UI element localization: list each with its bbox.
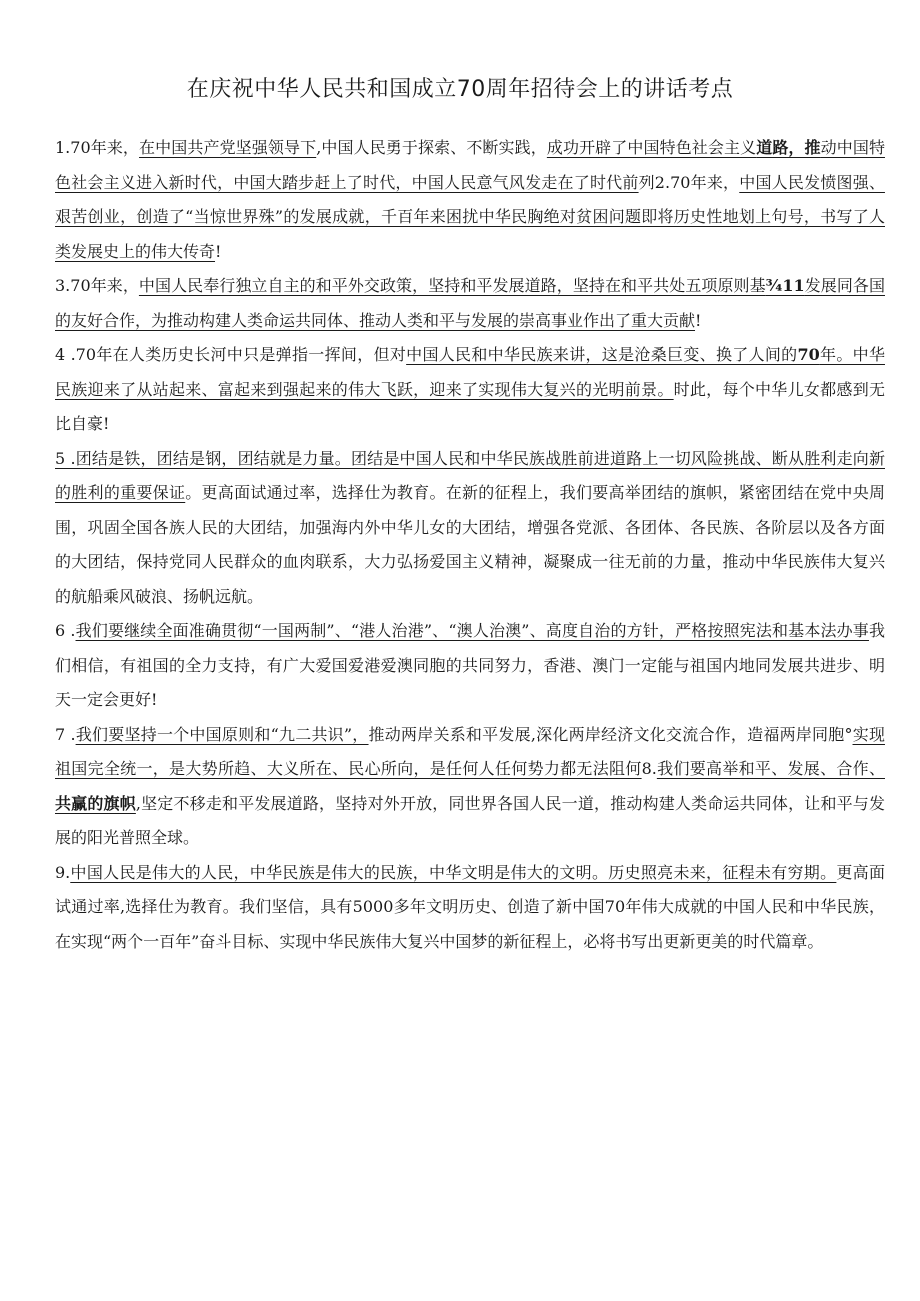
paragraph-1-2	[55, 131, 885, 269]
text-run: ,坚定不移走和平发展道路，坚持对外开放，同世界各国人民一道，推动构建人类命运共同体，让和平与发展的阳光普照全球。	[55, 793, 885, 847]
text-run: 9.	[55, 862, 71, 882]
underlined-text: 在中国共产党坚强领导下	[139, 138, 317, 157]
text-run: 2.70年来，	[654, 172, 740, 192]
text-run: 列	[638, 172, 655, 192]
text-run: 4 .70年在人类历史长河中只是弹指一挥间，但对	[55, 345, 407, 364]
underlined-text: 我们要高举和平、发展、合作、	[656, 759, 885, 778]
text-run: !	[695, 310, 702, 330]
underlined-text: 发展同各国的友好合作，为推动构建人类命运共同体、推动人类和平与发展的崇高事业作出了重大贡献	[55, 276, 885, 330]
text-run: 3.70年来，	[55, 276, 139, 295]
text-run: 6 .	[55, 621, 76, 640]
document-body	[55, 131, 885, 959]
text-run: 我们相信，有祖国的全力支持，有广大爱国爱港爱澳同胞的共同努力，香港、澳门一定能与祖国内地同发展共进步、明天一定会更好!	[55, 621, 885, 709]
paragraph-7-8	[55, 718, 885, 856]
underlined-text: 我们要坚持一个中国原则和“九二共识”，	[75, 724, 369, 744]
underlined-text: 成功开辟了中国特色社会主义	[546, 138, 757, 157]
underlined-text: 中国人民奉行独立自主的和平外交政策，坚持和平发展道路，坚持在和平共处五项原则基	[138, 276, 766, 295]
paragraph-9	[55, 856, 885, 960]
text-run: !	[215, 241, 222, 261]
text-run: 1.70年来，	[55, 138, 140, 157]
text-run: 。更高面试通过率，选择仕为教育。在新的征程上，我们要高举团结的旗帜，紧密团结在党中央周围，巩固全国各族人民的大团结，加强海内外中华儿女的大团结，增强各党派、各团体、各民族、各阶层以及各方面的大团结，保持党同人民群众的血肉联系，大力弘扬爱国主义精神，凝聚成一往无前的力量，推动中华民族伟大复兴的航船乘风破浪、扬帆远航。	[55, 483, 885, 606]
bold-underlined-text: 70	[797, 345, 820, 364]
underlined-text: 5 .团结是铁，团结是钢，团结就是力量。团结是中国人民和中华民族战胜前进道路上一切风险挑战、断从胜利走向新的胜利的重要保证	[55, 448, 885, 502]
bold-underlined-text: 共赢的旗帜	[55, 793, 136, 813]
underlined-text: 年。中华民族迎来了从站起来、富起来到强起来的伟大飞跃，迎来了实现伟大复兴的光明前景。	[55, 345, 885, 399]
text-run: ,中国人民勇于探索、不断实践，	[316, 138, 547, 157]
document-title: 在庆祝中华人民共和国成立70周年招待会上的讲话考点	[186, 77, 734, 102]
bold-underlined-text: 道路，推	[756, 138, 821, 157]
text-run: 推动两岸关系和平发展,深化两岸经济文化交流合作，造福两岸同胞°	[368, 724, 853, 744]
paragraph-3	[55, 269, 885, 338]
paragraph-4	[55, 338, 885, 442]
underlined-text: 我们要继续全面准确贯彻“一国两制”、“港人治港”、“澳人治澳”、高度自治的方针，严格按照宪法和基本法办事	[75, 621, 869, 640]
underlined-text: 实现祖国完全统一，是大势所趋、大义所在、民心所向，是任何人任何势力都无法阻何	[55, 724, 885, 778]
text-run: 8.	[641, 759, 657, 778]
text-run: 7 .	[55, 724, 76, 744]
text-run: 更高面试通过率,选择仕为教育。我们坚信，具有5000多年文明历史、创造了新中国70年伟大成就的中国人民和中华民族，在实现“两个一百年”奋斗目标、实现中华民族伟大复兴中国梦的新征程上，必将书写出更新更美的时代篇章。	[55, 862, 885, 951]
underlined-text: 中国人民是伟大的人民，中华民族是伟大的民族，中华文明是伟大的文明。历史照亮未来，征程未有穷期。	[70, 862, 837, 882]
underlined-text: 中国人民发愤图强、艰苦创业，创造了“当惊世界殊”的发展成就，千百年来困扰中华民胸绝对贫困问题即将历史性地划上句号，书写了人类发展史上的伟大传奇	[55, 172, 885, 261]
underlined-text: 中国人民和中华民族来讲，这是沧桑巨变、换了人间的	[406, 345, 798, 364]
underlined-text: 动中国特色社会主义进入新时代，中国大踏步赶上了时代，中国人民意气风发走在了时代前	[55, 138, 885, 192]
paragraph-5	[55, 442, 885, 615]
paragraph-6	[55, 614, 885, 718]
text-run: 时此，每个中华儿女都感到无比自豪!	[55, 379, 885, 433]
bold-underlined-text: ¾11	[765, 276, 805, 295]
